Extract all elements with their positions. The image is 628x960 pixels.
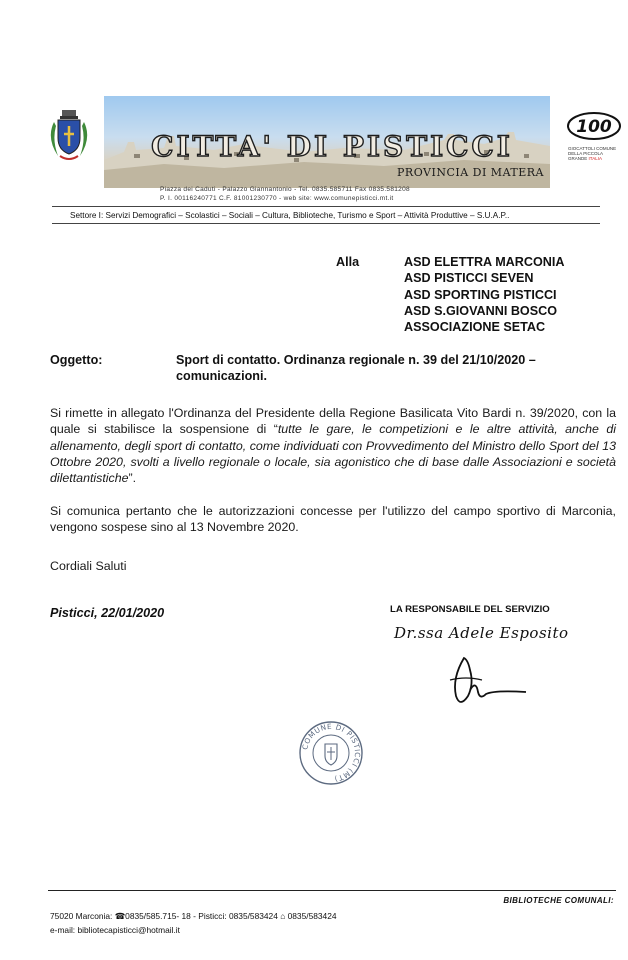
fax-icon: ⌂ (280, 911, 286, 921)
recipient-item: ASSOCIAZIONE SETAC (404, 320, 546, 335)
responsible-role: LA RESPONSABILE DEL SERVIZIO (390, 604, 550, 615)
footer-libraries-heading: BIBLIOTECHE COMUNALI: (503, 896, 614, 905)
handwritten-signature (446, 650, 532, 712)
recipient-item: ASD PISTICCI SEVEN (404, 271, 534, 286)
header-rule-top (52, 206, 600, 207)
greeting: Cordiali Saluti (50, 559, 127, 573)
body-paragraph-2: Si comunica pertanto che le autorizzazioni concesse per l'utilizzo del campo sportivo di Marconia, vengono sospese sino al 13 Novembre 2020. (50, 504, 616, 535)
recipient-label: Alla (336, 255, 360, 269)
body-paragraph-1: Si rimette in allegato l'Ordinanza del Presidente della Regione Basilicata Vito Bardi n. 39/2020, con la quale si stabilisce la sospensione di “tutte le gare, le competizioni e le altre attività, anche di allenamento, degli sport di contatto, come individuati con Provvedimento del Ministro dello Sport del 13 Ottobre 2020, svolti a livello regionale o locale, sia agonistico che di base dalle Associazioni e società dilettantistiche”. (50, 406, 617, 486)
footer-email[interactable]: e-mail: bibliotecapisticci@hotmail.it (50, 925, 180, 935)
department-line: Settore I: Servizi Demografici – Scolastici – Sociali – Cultura, Biblioteche, Turismo e Sport – Attività Produttive – S.U.A.P.. (70, 211, 510, 220)
recipient-item: ASD ELETTRA MARCONIA (404, 255, 565, 269)
address-line: Piazza dei Caduti - Palazzo Giannantonio - Tel. 0835.585711 Fax 0835.581208 (160, 186, 410, 193)
header-rule-bottom (52, 223, 600, 224)
recipient-item: ASD S.GIOVANNI BOSCO (404, 303, 558, 318)
letterhead-banner (104, 96, 550, 188)
phone-icon: ☎ (114, 911, 126, 921)
tax-line: P. I. 00116240771 C.F. 81001230770 - web site: www.comunepisticci.mt.it (160, 195, 394, 202)
recipient-item: ASD SPORTING PISTICCI (404, 287, 557, 302)
subject-text: Sport di contatto. Ordinanza regionale n. 39 del 21/10/2020 – comunicazioni. (176, 353, 536, 384)
logo-caption: GIOCATTOLI COMUNE DELLA PICCOLA GRANDE ITALIA (568, 146, 617, 161)
municipal-stamp-icon (298, 720, 364, 786)
place-date: Pisticci, 22/01/2020 (50, 606, 165, 620)
anniversary-logo-icon (566, 110, 622, 142)
subject-label: Oggetto: (50, 353, 103, 367)
responsible-name: Dr.ssa Adele Esposito (394, 624, 569, 642)
svg-text:100: 100 (576, 117, 612, 137)
footer-phone-line: 75020 Marconia: ☎0835/585.715- 18 - Pisticci: 0835/583424 ⌂ 0835/583424 (50, 911, 337, 921)
stamp-text: COMUNE DI PISTICCI (MT) (300, 721, 363, 784)
recipient-list (404, 254, 564, 335)
footer-rule (48, 890, 616, 891)
coat-of-arms-icon (44, 108, 94, 166)
province-name: PROVINCIA DI MATERA (397, 166, 544, 179)
city-title: CITTA' DI PISTICCI (151, 130, 513, 163)
